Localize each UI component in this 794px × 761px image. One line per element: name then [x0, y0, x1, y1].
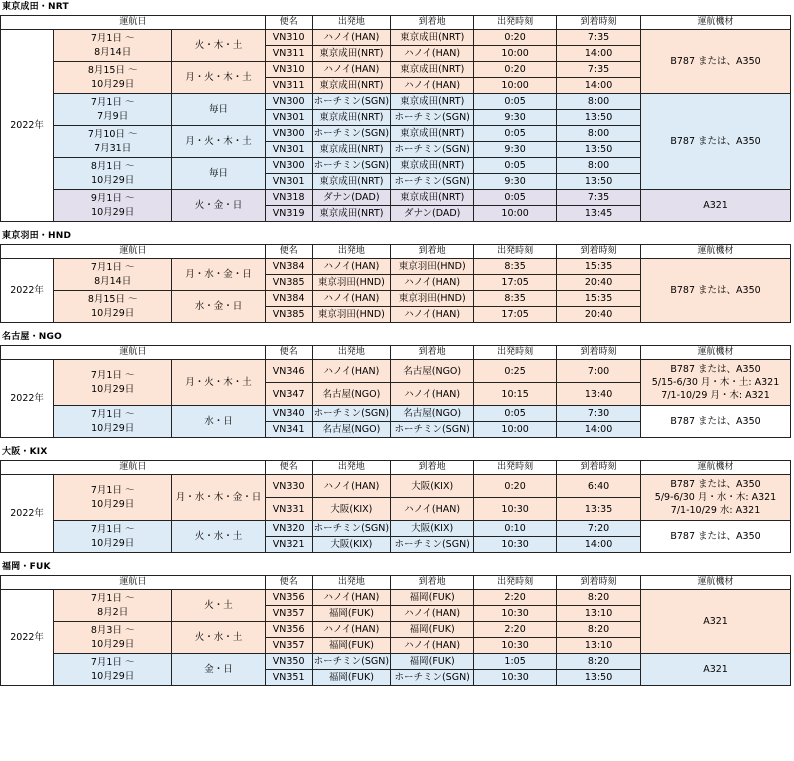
schedule-table	[0, 460, 791, 553]
schedule-table	[0, 244, 791, 323]
flight-number-cell: VN346	[265, 360, 312, 383]
departure-cell: 大阪(KIX)	[312, 498, 391, 521]
departure-time-cell: 10:15	[474, 383, 557, 406]
arrival-cell: 大阪(KIX)	[391, 475, 474, 498]
arrival-time-cell: 7:35	[557, 190, 641, 206]
year-cell: 2022年	[1, 259, 54, 323]
arrival-cell: ハノイ(HAN)	[391, 78, 474, 94]
weekdays-cell: 毎日	[172, 158, 266, 190]
header-aircraft: 運航機材	[641, 16, 791, 30]
header-row	[1, 461, 791, 475]
departure-cell: ハノイ(HAN)	[312, 475, 391, 498]
flight-row	[1, 475, 791, 498]
aircraft-cell: A321	[641, 654, 791, 686]
section-title: 福岡・FUK	[2, 562, 51, 572]
year-cell: 2022年	[1, 590, 54, 686]
date-range-cell: 8月3日 ～ 10月29日	[54, 622, 172, 654]
date-range-cell: 7月1日 ～ 8月2日	[54, 590, 172, 622]
header-flight: 便名	[265, 576, 312, 590]
departure-time-cell: 0:05	[474, 406, 557, 422]
flight-number-cell: VN347	[265, 383, 312, 406]
header-aircraft: 運航機材	[641, 346, 791, 360]
header-row	[1, 346, 791, 360]
departure-time-cell: 8:35	[474, 259, 557, 275]
departure-cell: 東京成田(NRT)	[312, 110, 391, 126]
weekdays-cell: 水・日	[172, 406, 266, 438]
departure-time-cell: 10:30	[474, 638, 557, 654]
date-range-cell: 8月15日 ～ 10月29日	[54, 291, 172, 323]
arrival-cell: 福岡(FUK)	[391, 654, 474, 670]
departure-time-cell: 9:30	[474, 142, 557, 158]
flight-number-cell: VN320	[265, 521, 312, 537]
weekdays-cell: 月・火・木・土	[172, 62, 266, 94]
departure-cell: ハノイ(HAN)	[312, 291, 391, 307]
departure-cell: ハノイ(HAN)	[312, 30, 391, 46]
flight-number-cell: VN331	[265, 498, 312, 521]
arrival-time-cell: 14:00	[557, 78, 641, 94]
flight-number-cell: VN341	[265, 422, 312, 438]
flight-number-cell: VN330	[265, 475, 312, 498]
departure-cell: 東京成田(NRT)	[312, 174, 391, 190]
arrival-time-cell: 8:20	[557, 590, 641, 606]
departure-time-cell: 2:20	[474, 590, 557, 606]
weekdays-cell: 水・金・日	[172, 291, 266, 323]
arrival-cell: ハノイ(HAN)	[391, 275, 474, 291]
arrival-cell: 東京成田(NRT)	[391, 190, 474, 206]
departure-time-cell: 10:00	[474, 46, 557, 62]
departure-time-cell: 0:20	[474, 475, 557, 498]
departure-time-cell: 0:20	[474, 62, 557, 78]
departure-time-cell: 10:30	[474, 606, 557, 622]
flight-number-cell: VN301	[265, 142, 312, 158]
date-range-cell: 7月10日 ～ 7月31日	[54, 126, 172, 158]
header-dep-time: 出発時刻	[474, 346, 557, 360]
weekdays-cell: 火・土	[172, 590, 266, 622]
flight-number-cell: VN300	[265, 126, 312, 142]
header-row	[1, 245, 791, 259]
aircraft-cell: B787 または、A350 5/9-6/30 月・水・木: A321 7/1-10/29 水: A321	[641, 475, 791, 521]
year-cell: 2022年	[1, 475, 54, 553]
header-arrival: 到着地	[391, 461, 474, 475]
section-title: 名古屋・NGO	[2, 332, 62, 342]
flight-number-cell: VN356	[265, 590, 312, 606]
section-gap	[0, 553, 794, 560]
arrival-cell: ハノイ(HAN)	[391, 498, 474, 521]
date-range-cell: 7月1日 ～ 8月14日	[54, 30, 172, 62]
weekdays-cell: 月・水・金・日	[172, 259, 266, 291]
departure-time-cell: 10:00	[474, 78, 557, 94]
weekdays-cell: 火・水・土	[172, 521, 266, 553]
aircraft-cell: B787 または、A350	[641, 30, 791, 94]
arrival-time-cell: 8:20	[557, 622, 641, 638]
flight-number-cell: VN319	[265, 206, 312, 222]
section-title: 東京成田・NRT	[2, 2, 69, 12]
date-range-cell: 7月1日 ～ 10月29日	[54, 654, 172, 686]
section-gap	[0, 438, 794, 445]
flight-row	[1, 190, 791, 206]
arrival-cell: 東京成田(NRT)	[391, 94, 474, 110]
arrival-time-cell: 14:00	[557, 422, 641, 438]
date-range-cell: 7月1日 ～ 10月29日	[54, 475, 172, 521]
schedule-table	[0, 345, 791, 438]
header-arr-time: 到着時刻	[557, 245, 641, 259]
header-arrival: 到着地	[391, 346, 474, 360]
arrival-time-cell: 13:50	[557, 110, 641, 126]
departure-cell: 東京成田(NRT)	[312, 206, 391, 222]
header-operation-days: 運航日	[1, 245, 266, 259]
arrival-cell: ホーチミン(SGN)	[391, 422, 474, 438]
flight-number-cell: VN385	[265, 307, 312, 323]
departure-time-cell: 0:10	[474, 521, 557, 537]
flight-number-cell: VN351	[265, 670, 312, 686]
arrival-cell: 大阪(KIX)	[391, 521, 474, 537]
flight-number-cell: VN356	[265, 622, 312, 638]
arrival-time-cell: 13:45	[557, 206, 641, 222]
aircraft-cell: B787 または、A350	[641, 521, 791, 553]
header-flight: 便名	[265, 461, 312, 475]
departure-time-cell: 1:05	[474, 654, 557, 670]
header-dep-time: 出発時刻	[474, 16, 557, 30]
arrival-cell: ハノイ(HAN)	[391, 46, 474, 62]
arrival-time-cell: 7:30	[557, 406, 641, 422]
departure-cell: ハノイ(HAN)	[312, 360, 391, 383]
flight-number-cell: VN384	[265, 259, 312, 275]
departure-time-cell: 0:20	[474, 30, 557, 46]
header-arrival: 到着地	[391, 576, 474, 590]
year-cell: 2022年	[1, 360, 54, 438]
arrival-cell: 名古屋(NGO)	[391, 406, 474, 422]
weekdays-cell: 月・火・木・土	[172, 126, 266, 158]
arrival-cell: ハノイ(HAN)	[391, 606, 474, 622]
header-arrival: 到着地	[391, 245, 474, 259]
header-arr-time: 到着時刻	[557, 346, 641, 360]
header-aircraft: 運航機材	[641, 245, 791, 259]
aircraft-cell: B787 または、A350 5/15-6/30 月・木・土: A321 7/1-10/29 月・木: A321	[641, 360, 791, 406]
departure-time-cell: 10:30	[474, 537, 557, 553]
departure-cell: ハノイ(HAN)	[312, 590, 391, 606]
weekdays-cell: 火・水・土	[172, 622, 266, 654]
date-range-cell: 8月15日 ～ 10月29日	[54, 62, 172, 94]
flight-number-cell: VN310	[265, 30, 312, 46]
year-cell: 2022年	[1, 30, 54, 222]
flight-number-cell: VN311	[265, 78, 312, 94]
arrival-cell: 福岡(FUK)	[391, 622, 474, 638]
arrival-cell: 東京成田(NRT)	[391, 30, 474, 46]
aircraft-cell: B787 または、A350	[641, 406, 791, 438]
header-operation-days: 運航日	[1, 346, 266, 360]
departure-cell: ホーチミン(SGN)	[312, 158, 391, 174]
departure-cell: 福岡(FUK)	[312, 606, 391, 622]
departure-cell: 福岡(FUK)	[312, 638, 391, 654]
arrival-cell: ハノイ(HAN)	[391, 383, 474, 406]
flight-row	[1, 30, 791, 46]
arrival-time-cell: 13:35	[557, 498, 641, 521]
weekdays-cell: 火・金・日	[172, 190, 266, 222]
flight-number-cell: VN300	[265, 158, 312, 174]
departure-time-cell: 17:05	[474, 275, 557, 291]
header-aircraft: 運航機材	[641, 461, 791, 475]
date-range-cell: 8月1日 ～ 10月29日	[54, 158, 172, 190]
arrival-cell: 東京羽田(HND)	[391, 259, 474, 275]
date-range-cell: 7月1日 ～ 10月29日	[54, 360, 172, 406]
header-departure: 出発地	[312, 461, 391, 475]
flight-number-cell: VN357	[265, 638, 312, 654]
departure-time-cell: 0:05	[474, 158, 557, 174]
arrival-cell: 東京成田(NRT)	[391, 62, 474, 78]
header-row	[1, 576, 791, 590]
departure-cell: 東京成田(NRT)	[312, 142, 391, 158]
flight-number-cell: VN357	[265, 606, 312, 622]
departure-time-cell: 2:20	[474, 622, 557, 638]
section-gap	[0, 323, 794, 330]
departure-cell: ホーチミン(SGN)	[312, 126, 391, 142]
weekdays-cell: 月・火・木・土	[172, 360, 266, 406]
arrival-time-cell: 13:40	[557, 383, 641, 406]
weekdays-cell: 毎日	[172, 94, 266, 126]
arrival-cell: 福岡(FUK)	[391, 590, 474, 606]
arrival-time-cell: 7:20	[557, 521, 641, 537]
flight-row	[1, 590, 791, 606]
departure-cell: 名古屋(NGO)	[312, 422, 391, 438]
departure-cell: ホーチミン(SGN)	[312, 654, 391, 670]
header-departure: 出発地	[312, 16, 391, 30]
arrival-time-cell: 8:00	[557, 94, 641, 110]
header-arrival: 到着地	[391, 16, 474, 30]
flight-number-cell: VN340	[265, 406, 312, 422]
flight-number-cell: VN350	[265, 654, 312, 670]
aircraft-cell: A321	[641, 590, 791, 654]
arrival-cell: 東京成田(NRT)	[391, 158, 474, 174]
arrival-time-cell: 13:10	[557, 638, 641, 654]
header-departure: 出発地	[312, 346, 391, 360]
schedule-table	[0, 15, 791, 222]
header-arr-time: 到着時刻	[557, 461, 641, 475]
arrival-time-cell: 20:40	[557, 307, 641, 323]
departure-cell: ハノイ(HAN)	[312, 62, 391, 78]
header-operation-days: 運航日	[1, 461, 266, 475]
flight-number-cell: VN300	[265, 94, 312, 110]
weekdays-cell: 月・水・木・金・日	[172, 475, 266, 521]
flight-number-cell: VN321	[265, 537, 312, 553]
arrival-time-cell: 20:40	[557, 275, 641, 291]
departure-time-cell: 0:05	[474, 190, 557, 206]
arrival-time-cell: 8:20	[557, 654, 641, 670]
arrival-time-cell: 7:00	[557, 360, 641, 383]
aircraft-cell: A321	[641, 190, 791, 222]
header-departure: 出発地	[312, 576, 391, 590]
departure-cell: 東京羽田(HND)	[312, 307, 391, 323]
arrival-time-cell: 6:40	[557, 475, 641, 498]
arrival-cell: ハノイ(HAN)	[391, 307, 474, 323]
flight-number-cell: VN318	[265, 190, 312, 206]
arrival-cell: ホーチミン(SGN)	[391, 142, 474, 158]
departure-time-cell: 10:30	[474, 498, 557, 521]
header-flight: 便名	[265, 16, 312, 30]
header-dep-time: 出発時刻	[474, 576, 557, 590]
departure-time-cell: 0:05	[474, 126, 557, 142]
arrival-cell: ハノイ(HAN)	[391, 638, 474, 654]
departure-time-cell: 9:30	[474, 174, 557, 190]
arrival-time-cell: 7:35	[557, 62, 641, 78]
departure-time-cell: 0:25	[474, 360, 557, 383]
arrival-cell: ホーチミン(SGN)	[391, 110, 474, 126]
arrival-time-cell: 13:50	[557, 670, 641, 686]
flight-number-cell: VN301	[265, 110, 312, 126]
weekdays-cell: 火・木・土	[172, 30, 266, 62]
departure-cell: 東京成田(NRT)	[312, 78, 391, 94]
date-range-cell: 7月1日 ～ 10月29日	[54, 406, 172, 438]
header-departure: 出発地	[312, 245, 391, 259]
departure-cell: ホーチミン(SGN)	[312, 94, 391, 110]
weekdays-cell: 金・日	[172, 654, 266, 686]
flight-row	[1, 360, 791, 383]
departure-time-cell: 17:05	[474, 307, 557, 323]
flight-row	[1, 654, 791, 670]
arrival-time-cell: 7:35	[557, 30, 641, 46]
header-aircraft: 運航機材	[641, 576, 791, 590]
departure-cell: ホーチミン(SGN)	[312, 521, 391, 537]
departure-cell: ダナン(DAD)	[312, 190, 391, 206]
departure-time-cell: 10:00	[474, 206, 557, 222]
date-range-cell: 7月1日 ～ 7月9日	[54, 94, 172, 126]
flight-number-cell: VN311	[265, 46, 312, 62]
flight-number-cell: VN384	[265, 291, 312, 307]
departure-cell: ハノイ(HAN)	[312, 622, 391, 638]
header-dep-time: 出発時刻	[474, 245, 557, 259]
arrival-cell: 東京羽田(HND)	[391, 291, 474, 307]
arrival-cell: 東京成田(NRT)	[391, 126, 474, 142]
arrival-time-cell: 15:35	[557, 259, 641, 275]
section-gap	[0, 222, 794, 229]
departure-time-cell: 9:30	[474, 110, 557, 126]
arrival-cell: ホーチミン(SGN)	[391, 174, 474, 190]
arrival-cell: ホーチミン(SGN)	[391, 670, 474, 686]
arrival-time-cell: 15:35	[557, 291, 641, 307]
header-flight: 便名	[265, 245, 312, 259]
header-dep-time: 出発時刻	[474, 461, 557, 475]
arrival-time-cell: 8:00	[557, 126, 641, 142]
header-arr-time: 到着時刻	[557, 16, 641, 30]
flight-row	[1, 259, 791, 275]
arrival-time-cell: 13:50	[557, 142, 641, 158]
departure-cell: 大阪(KIX)	[312, 537, 391, 553]
flight-row	[1, 521, 791, 537]
header-flight: 便名	[265, 346, 312, 360]
header-row	[1, 16, 791, 30]
date-range-cell: 7月1日 ～ 8月14日	[54, 259, 172, 291]
departure-time-cell: 10:30	[474, 670, 557, 686]
departure-time-cell: 8:35	[474, 291, 557, 307]
arrival-cell: 名古屋(NGO)	[391, 360, 474, 383]
section-title: 大阪・KIX	[2, 447, 48, 457]
header-arr-time: 到着時刻	[557, 576, 641, 590]
flight-number-cell: VN385	[265, 275, 312, 291]
flight-number-cell: VN301	[265, 174, 312, 190]
departure-time-cell: 0:05	[474, 94, 557, 110]
schedule-table	[0, 575, 791, 686]
header-operation-days: 運航日	[1, 16, 266, 30]
arrival-time-cell: 13:10	[557, 606, 641, 622]
date-range-cell: 7月1日 ～ 10月29日	[54, 521, 172, 553]
aircraft-cell: B787 または、A350	[641, 259, 791, 323]
arrival-time-cell: 14:00	[557, 46, 641, 62]
departure-cell: 東京成田(NRT)	[312, 46, 391, 62]
arrival-time-cell: 8:00	[557, 158, 641, 174]
aircraft-cell: B787 または、A350	[641, 94, 791, 190]
arrival-cell: ホーチミン(SGN)	[391, 537, 474, 553]
arrival-cell: ダナン(DAD)	[391, 206, 474, 222]
arrival-time-cell: 13:50	[557, 174, 641, 190]
section-title: 東京羽田・HND	[2, 231, 72, 241]
flight-number-cell: VN310	[265, 62, 312, 78]
flight-row	[1, 94, 791, 110]
departure-time-cell: 10:00	[474, 422, 557, 438]
date-range-cell: 9月1日 ～ 10月29日	[54, 190, 172, 222]
departure-cell: 福岡(FUK)	[312, 670, 391, 686]
departure-cell: ハノイ(HAN)	[312, 259, 391, 275]
arrival-time-cell: 14:00	[557, 537, 641, 553]
flight-row	[1, 406, 791, 422]
departure-cell: ホーチミン(SGN)	[312, 406, 391, 422]
header-operation-days: 運航日	[1, 576, 266, 590]
departure-cell: 東京羽田(HND)	[312, 275, 391, 291]
departure-cell: 名古屋(NGO)	[312, 383, 391, 406]
